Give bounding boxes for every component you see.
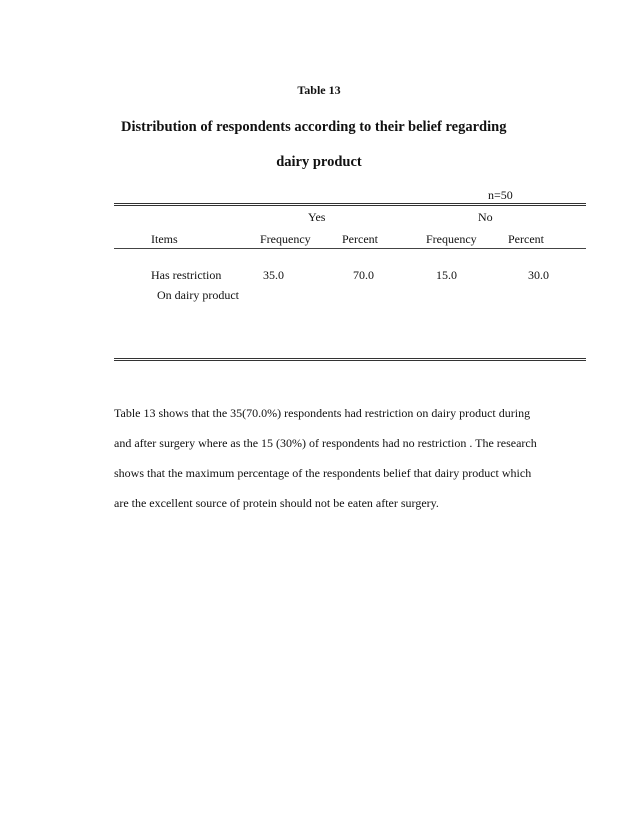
column-header-yes-frequency: Frequency (260, 232, 311, 246)
group-header-no: No (478, 210, 493, 224)
paragraph-line: and after surgery where as the 15 (30%) of respondents had no restriction . The research (114, 436, 537, 450)
paragraph-line: Table 13 shows that the 35(70.0%) respondents had restriction on dairy product during (114, 406, 531, 420)
table-title-line-2: dairy product (276, 154, 362, 170)
row-yes-percent: 70.0 (353, 268, 374, 282)
column-header-no-percent: Percent (508, 232, 544, 246)
paragraph-line: are the excellent source of protein should not be eaten after surgery. (114, 496, 439, 510)
row-no-percent: 30.0 (528, 268, 549, 282)
table-header-rule (114, 248, 586, 249)
row-item-line-1: Has restriction (151, 268, 222, 282)
column-header-yes-percent: Percent (342, 232, 378, 246)
table-top-rule (114, 203, 586, 206)
table-title-line-1: Distribution of respondents according to their belief regarding (121, 119, 507, 135)
row-no-frequency: 15.0 (436, 268, 457, 282)
row-yes-frequency: 35.0 (263, 268, 284, 282)
column-header-items: Items (151, 232, 178, 246)
paragraph-line: shows that the maximum percentage of the respondents belief that dairy product which (114, 466, 532, 480)
row-item-line-2: On dairy product (157, 288, 239, 302)
column-header-no-frequency: Frequency (426, 232, 477, 246)
sample-size-label: n=50 (488, 188, 513, 202)
discussion-paragraph (114, 398, 564, 518)
group-header-yes: Yes (308, 210, 326, 224)
table-bottom-rule (114, 358, 586, 361)
table-caption: Table 13 (297, 83, 341, 97)
